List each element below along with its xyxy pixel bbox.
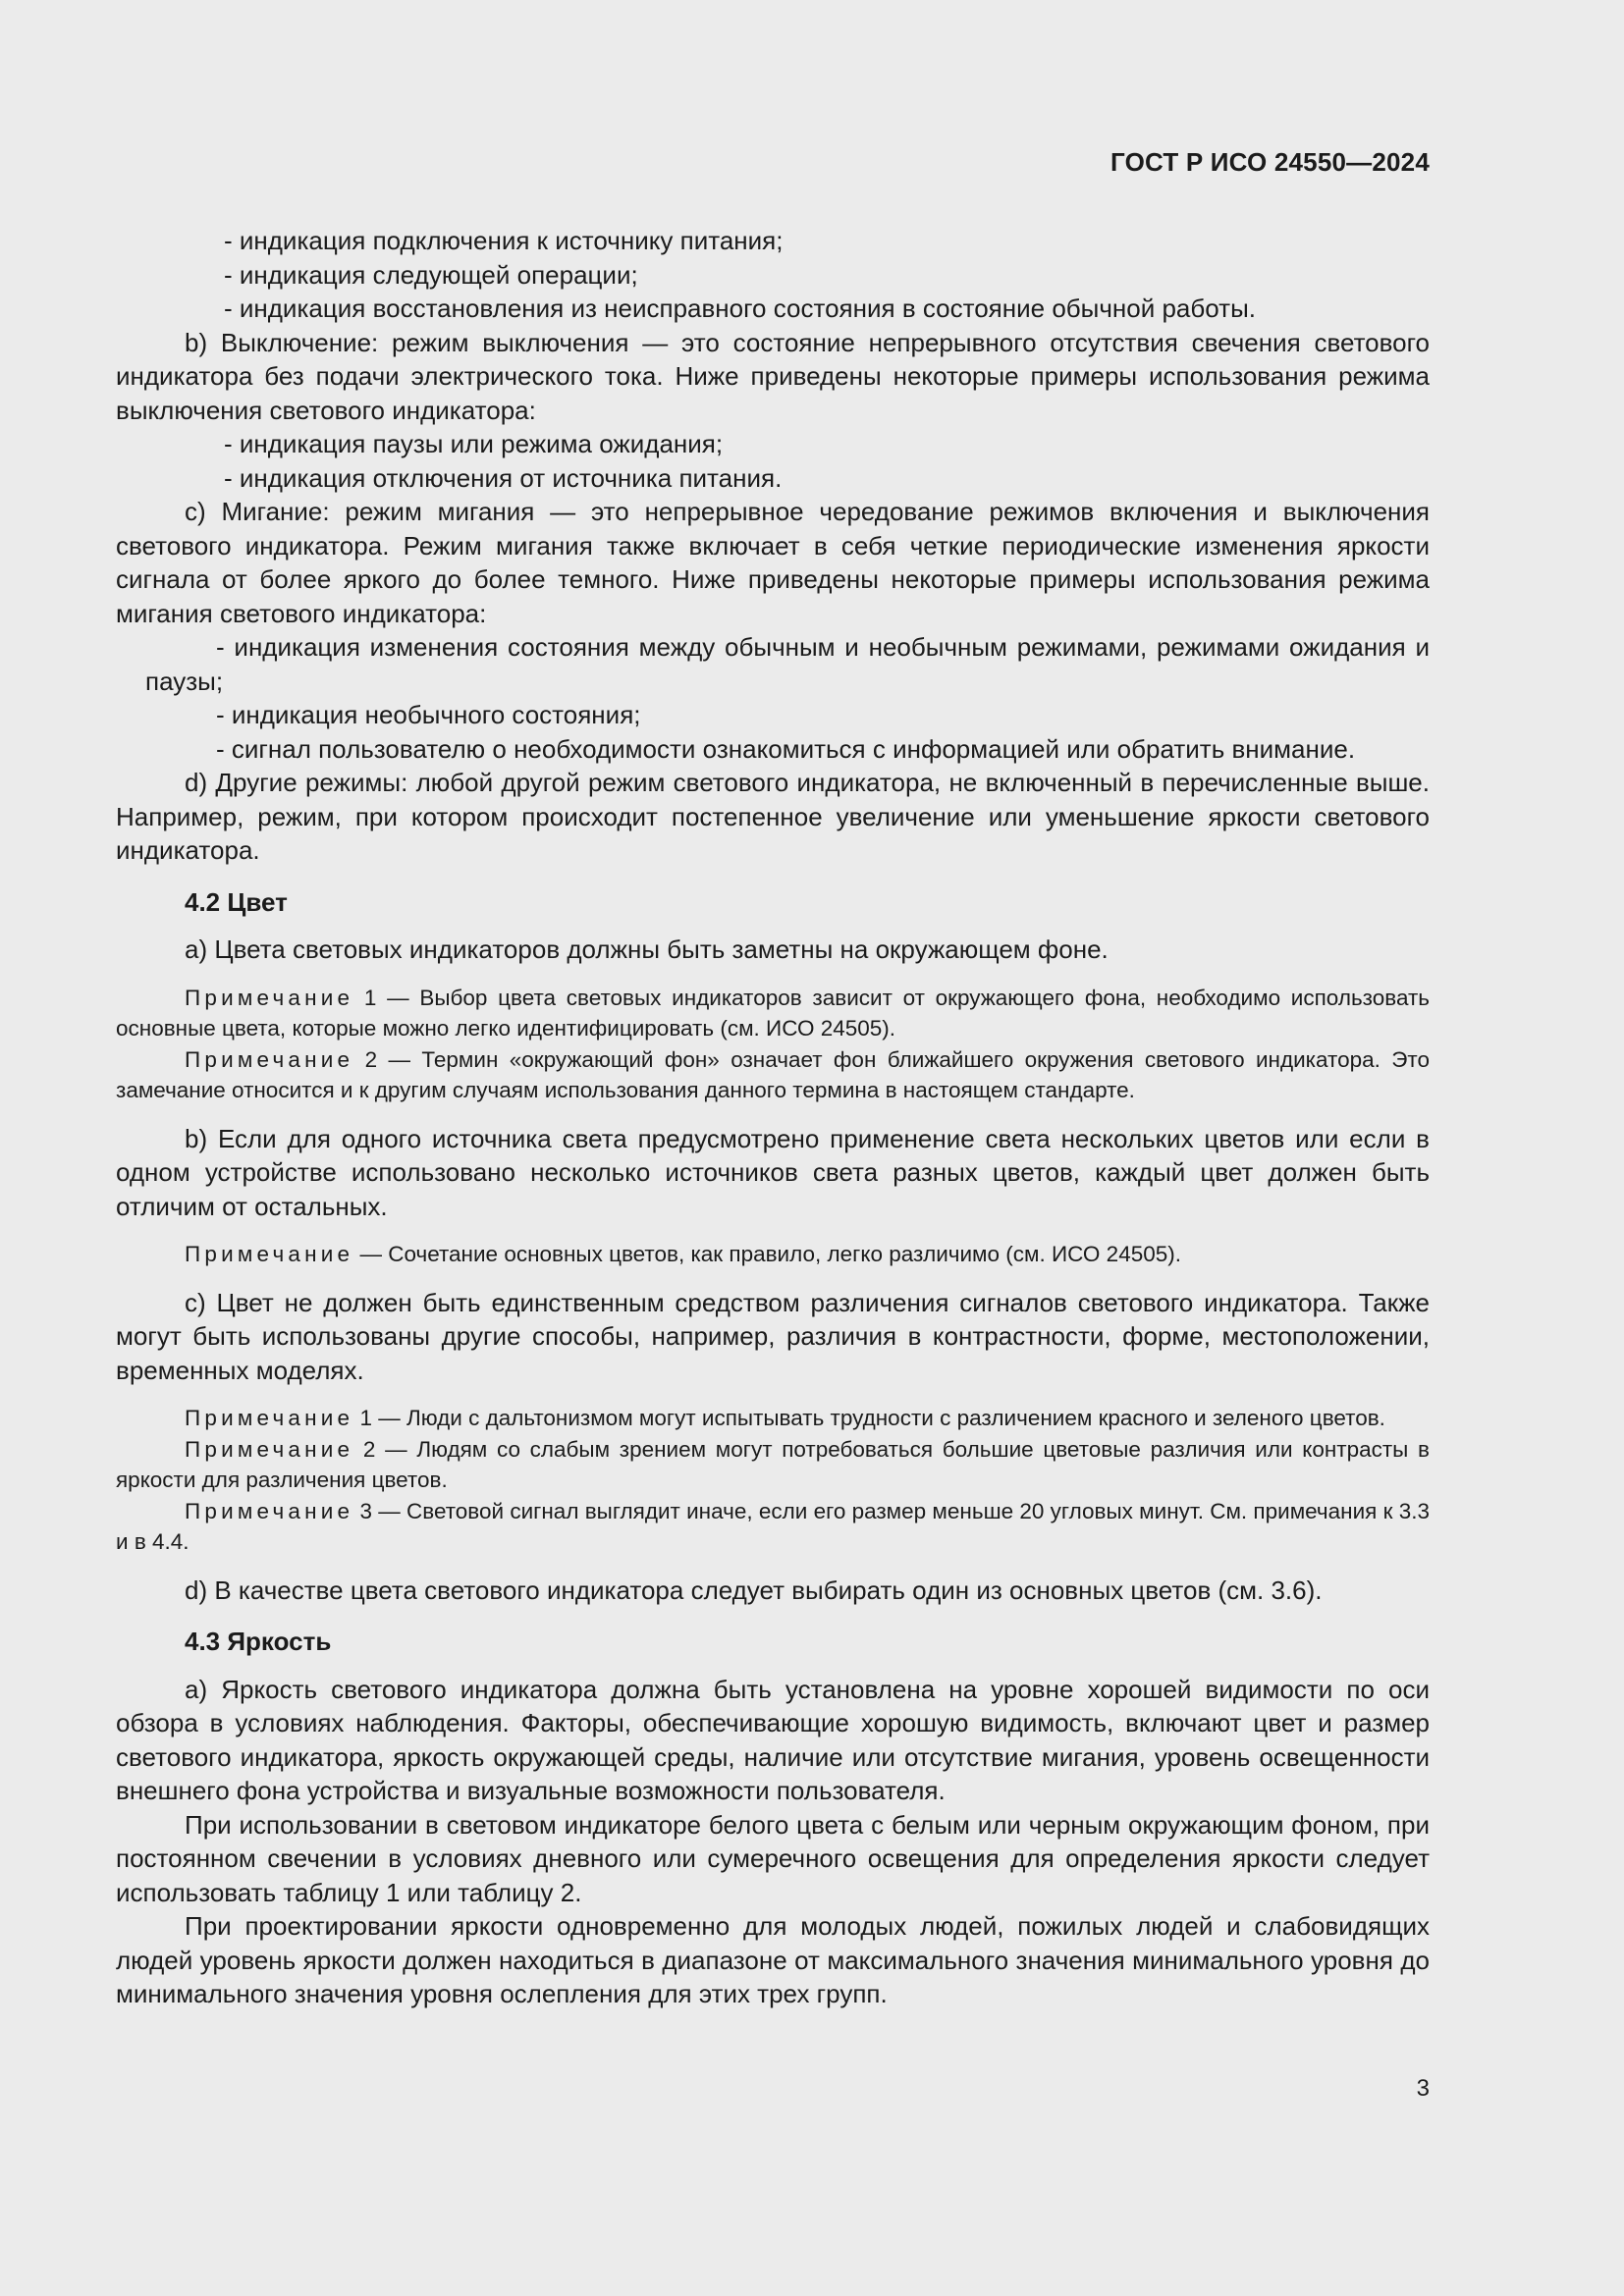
note-label: Примечание — [185, 1436, 354, 1462]
paragraph-4-3-3: При проектировании яркости одновременно для молодых людей, пожилых людей и слабовидящих людей уровень яркости должен находиться в диапазоне от максимального значения минимального уровня до минимального значения уровня ослепления для этих трех групп. — [116, 1911, 1430, 2008]
note — [116, 1403, 1430, 1434]
paragraph-4-3-a: a) Яркость светового индикатора должна быть установлена на уровне хорошей видимости по оси обзора в условиях наблюдения. Факторы, обеспечивающие хорошую видимость, включают цвет и размер светового индикатора, яркость окружающей среды, наличие или отсутствие мигания, уровень освещенности внешнего фона устройства и визуальные возможности пользователя. — [116, 1674, 1430, 1805]
note-label: Примечание — [185, 1406, 354, 1430]
document-body — [116, 224, 1430, 2011]
paragraph-d-other-modes: d) Другие режимы: любой другой режим светового индикатора, не включенный в перечисленные выше. Например, режим, при котором происходит постепенное увеличение или уменьшение яркости светового индикатора. — [116, 768, 1430, 865]
list-item: - индикация подключения к источнику питания; — [224, 226, 784, 255]
note — [116, 983, 1430, 1044]
paragraph-b-off-mode: b) Выключение: режим выключения — это состояние непрерывного отсутствия свечения светового индикатора без подачи электрического тока. Ниже приведены некоторые примеры использования режима выключения светового индикатора: — [116, 327, 1430, 425]
note-text: 1 — Выбор цвета световых индикаторов зависит от окружающего фона, необходимо использовать основные цвета, которые можно легко идентифицировать (см. ИСО 24505). — [116, 985, 1430, 1041]
list-item: - индикация паузы или режима ожидания; — [224, 429, 724, 458]
page-number: 3 — [1416, 2075, 1430, 2102]
note-label: Примечание — [185, 1498, 354, 1523]
list-item: - индикация восстановления из неисправного состояния в состояние обычной работы. — [224, 294, 1256, 323]
note-label: Примечание — [185, 985, 354, 1010]
document-header: ГОСТ Р ИСО 24550—2024 — [1110, 147, 1430, 177]
list-item: - индикация изменения состояния между обычным и необычным режимами, режимами ожидания и паузы; — [145, 632, 1430, 696]
note-text: 1 — Люди с дальтонизмом могут испытывать трудности с различением красного и зеленого цветов. — [353, 1406, 1385, 1430]
list-item: - индикация необычного состояния; — [216, 700, 641, 729]
note-label: Примечание — [185, 1046, 354, 1072]
note-text: — Сочетание основных цветов, как правило, легко различимо (см. ИСО 24505). — [353, 1242, 1181, 1266]
note-text: 3 — Световой сигнал выглядит иначе, если его размер меньше 20 угловых минут. См. примечания к 3.3 и в 4.4. — [116, 1498, 1430, 1554]
note-label: Примечание — [185, 1242, 354, 1266]
list-item: - индикация следующей операции; — [224, 259, 638, 290]
list-item: - индикация отключения от источника питания. — [224, 462, 783, 493]
section-heading-4-2: 4.2 Цвет — [185, 886, 288, 917]
paragraph-4-2-c: c) Цвет не должен быть единственным средством различения сигналов светового индикатора. Также могут быть использованы другие способы, например, различия в контрастности, форме, местоположении, временных моделях. — [116, 1287, 1430, 1385]
section-heading-4-3: 4.3 Яркость — [185, 1627, 332, 1656]
note-text: 2 — Термин «окружающий фон» означает фон ближайшего окружения светового индикатора. Это замечание относится и к другим случаям использования данного термина в настоящем стандарте. — [116, 1046, 1430, 1102]
paragraph-4-3-2: При использовании в световом индикаторе белого цвета с белым или черным окружающим фоном, при постоянном свечении в условиях дневного или сумеречного освещения для определения яркости следует использовать таблицу 1 или таблицу 2. — [116, 1809, 1430, 1907]
paragraph-4-2-b: b) Если для одного источника света предусмотрено применение света нескольких цветов или если в одном устройстве использовано несколько источников света разных цветов, каждый цвет должен быть отличим от остальных. — [116, 1123, 1430, 1221]
note — [116, 1239, 1430, 1270]
note — [116, 1496, 1430, 1558]
paragraph-c-blink-mode: c) Мигание: режим мигания — это непрерывное чередование режимов включения и выключения светового индикатора. Режим мигания также включает в себя четкие периодические изменения яркости сигнала от более яркого до более темного. Ниже приведены некоторые примеры использования режима мигания светового индикатора: — [116, 497, 1430, 628]
paragraph-4-2-a: a) Цвета световых индикаторов должны быть заметны на окружающем фоне. — [185, 934, 1109, 964]
note — [116, 1434, 1430, 1496]
list-item: - сигнал пользователю о необходимости ознакомиться с информацией или обратить внимание. — [216, 733, 1356, 764]
note — [116, 1044, 1430, 1106]
note-text: 2 — Людям со слабым зрением могут потребоваться большие цветовые различия или контрасты в яркости для различения цветов. — [116, 1436, 1430, 1492]
paragraph-4-2-d: d) В качестве цвета светового индикатора следует выбирать один из основных цветов (см. 3.6). — [185, 1575, 1323, 1605]
